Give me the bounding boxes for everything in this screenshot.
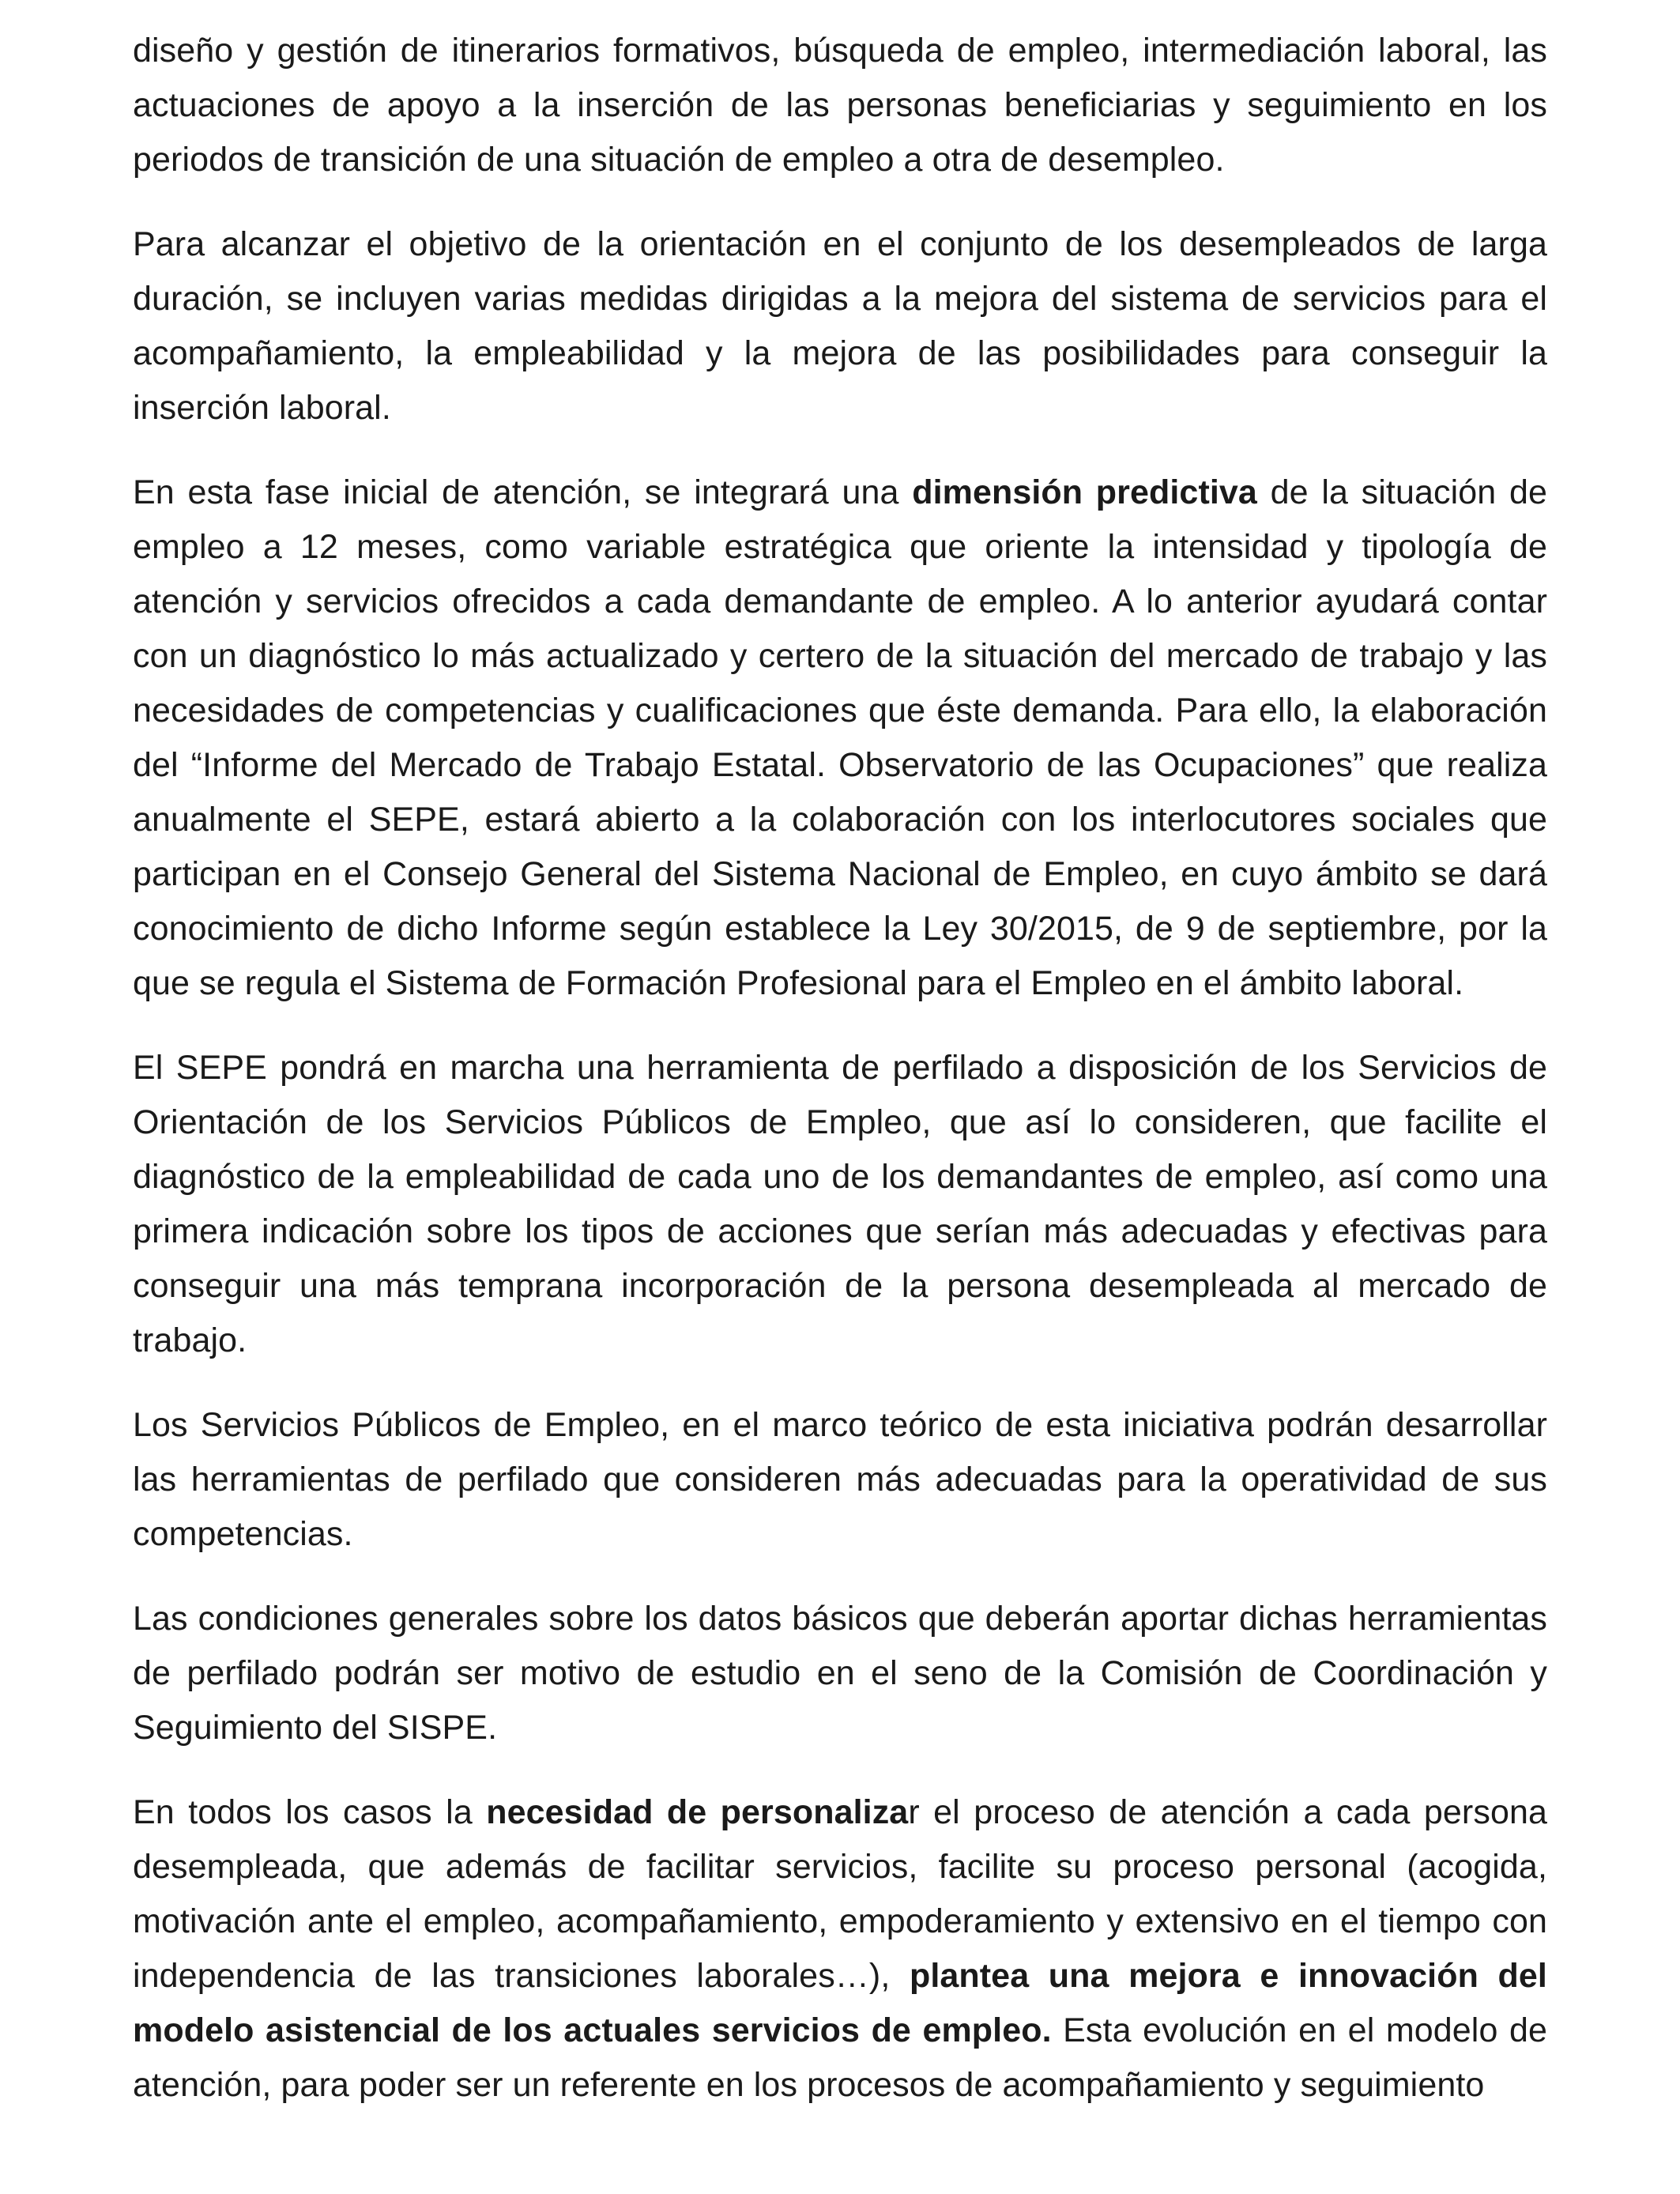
paragraph <box>133 217 1547 435</box>
paragraph <box>133 24 1547 187</box>
text-segment: Para alcanzar el objetivo de la orientación en el conjunto de los desempleados de larga duración, se incluyen varias medidas dirigidas a la mejora del sistema de servicios para el acompañamiento, la empleabilidad y la mejora de las posibilidades para conseguir la inserción laboral. <box>133 225 1547 427</box>
document-page <box>133 24 1547 2143</box>
text-segment: diseño y gestión de itinerarios formativos, búsqueda de empleo, intermediación laboral, las actuaciones de apoyo a la inserción de las personas beneficiarias y seguimiento en los periodos de transición de una situación de empleo a otra de desempleo. <box>133 32 1547 179</box>
text-segment: Las condiciones generales sobre los datos básicos que deberán aportar dichas herramientas de perfilado podrán ser motivo de estudio en el seno de la Comisión de Coordinación y Seguimiento del SISPE. <box>133 1600 1547 1747</box>
text-segment: Esta evolución en el modelo de atención, para poder ser un referente en los procesos de acompañamiento y seguimiento <box>133 2011 1547 2104</box>
text-segment: En todos los casos la <box>133 1793 487 1831</box>
paragraph <box>133 466 1547 1011</box>
bold-text-segment: plantea una mejora e innovación del modelo asistencial de los actuales servicios de empleo. <box>133 1957 1547 2049</box>
paragraph <box>133 1398 1547 1562</box>
paragraph <box>133 1785 1547 2113</box>
text-segment: de la situación de empleo a 12 meses, como variable estratégica que oriente la intensidad y tipología de atención y servicios ofrecidos a cada demandante de empleo. A lo anterior ayudará contar con un diagnóstico lo más actualizado y certero de la situación del mercado de trabajo y las necesidades de competencias y cualificaciones que éste demanda. Para ello, la elaboración del “Informe del Mercado de Trabajo Estatal. Observatorio de las Ocupaciones” que realiza anualmente el SEPE, estará abierto a la colaboración con los interlocutores sociales que participan en el Consejo General del Sistema Nacional de Empleo, en cuyo ámbito se dará conocimiento de dicho Informe según establece la Ley 30/2015, de 9 de septiembre, por la que se regula el Sistema de Formación Profesional para el Empleo en el ámbito laboral. <box>133 473 1547 1002</box>
text-segment: En esta fase inicial de atención, se integrará una <box>133 473 913 511</box>
paragraph <box>133 1041 1547 1368</box>
paragraph <box>133 1592 1547 1755</box>
text-segment: El SEPE pondrá en marcha una herramienta de perfilado a disposición de los Servicios de Orientación de los Servicios Públicos de Empleo, que así lo consideren, que facilite el diagnóstico de la empleabilidad de cada uno de los demandantes de empleo, así como una primera indicación sobre los tipos de acciones que serían más adecuadas y efectivas para conseguir una más temprana incorporación de la persona desempleada al mercado de trabajo. <box>133 1049 1547 1359</box>
text-segment: r el proceso de atención a cada persona desempleada, que además de facilitar servicios, facilite su proceso personal (acogida, motivación ante el empleo, acompañamiento, empoderamiento y extensivo en el tiempo con independencia de las transiciones laborales…), <box>133 1793 1547 1995</box>
bold-text-segment: dimensión predictiva <box>912 473 1257 511</box>
bold-text-segment: necesidad de personaliza <box>486 1793 909 1831</box>
text-segment: Los Servicios Públicos de Empleo, en el marco teórico de esta iniciativa podrán desarrollar las herramientas de perfilado que consideren más adecuadas para la operatividad de sus competencias. <box>133 1406 1547 1553</box>
